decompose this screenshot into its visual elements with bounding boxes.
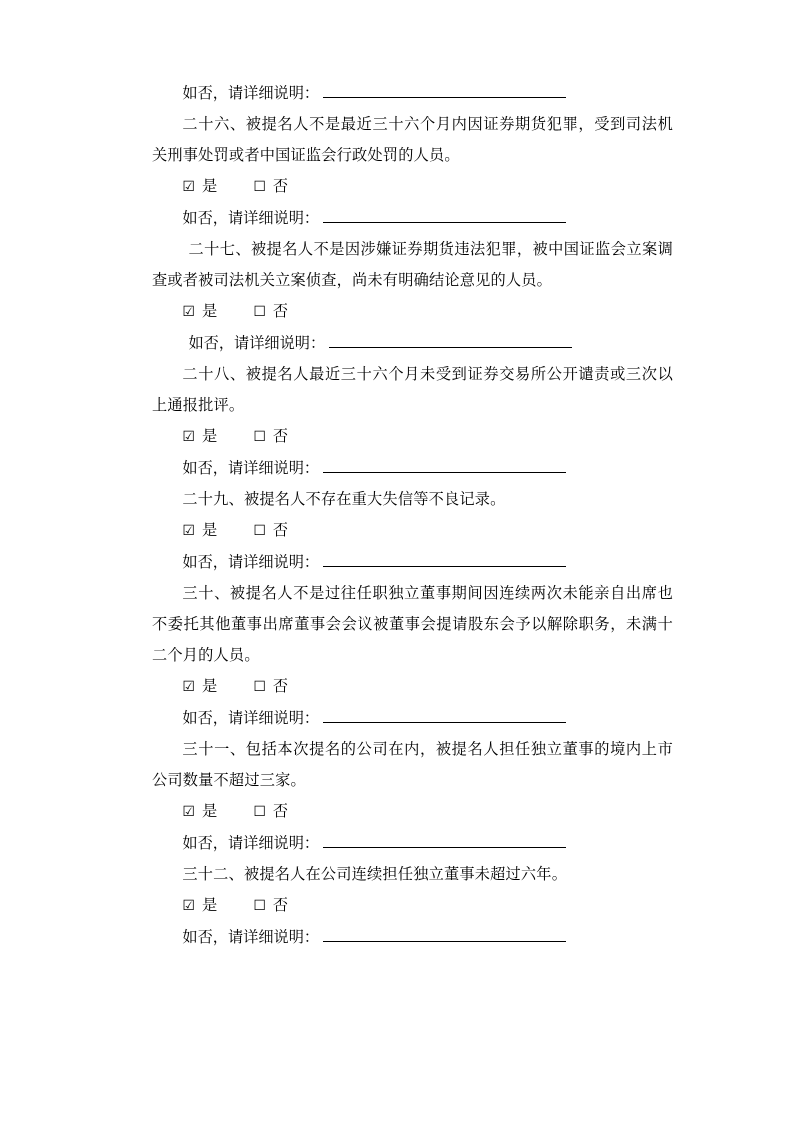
explanation-label: 如否，请详细说明： bbox=[182, 553, 320, 571]
explanation-fill-in-line[interactable] bbox=[323, 208, 566, 223]
explanation-row bbox=[152, 828, 673, 859]
explanation-label: 如否，请详细说明： bbox=[182, 84, 320, 102]
yes-no-choice-row bbox=[152, 296, 673, 328]
checkbox-no[interactable]: ☐ bbox=[253, 804, 266, 820]
explanation-fill-in-line[interactable] bbox=[323, 927, 566, 942]
yes-no-choice-row bbox=[152, 890, 673, 922]
yes-no-choice-row bbox=[152, 515, 673, 547]
explanation-label: 如否，请详细说明： bbox=[182, 709, 320, 727]
clause-paragraph: 三十、被提名人不是过往任职独立董事期间因连续两次未能亲自出席也不委托其他董事出席董事会会议被董事会提请股东会予以解除职务，未满十二个月的人员。 bbox=[152, 584, 673, 664]
explanation-label: 如否，请详细说明： bbox=[188, 334, 326, 352]
checkbox-no[interactable]: ☐ bbox=[253, 523, 266, 539]
checkbox-no-label: 否 bbox=[272, 802, 289, 820]
clause-paragraph: 二十九、被提名人不存在重大失信等不良记录。 bbox=[182, 490, 506, 508]
checkbox-yes-label: 是 bbox=[201, 427, 218, 445]
checkbox-yes[interactable]: ☑ bbox=[182, 804, 195, 820]
explanation-row bbox=[152, 703, 673, 734]
checkbox-no[interactable]: ☐ bbox=[253, 179, 266, 195]
checkbox-yes[interactable]: ☑ bbox=[182, 429, 195, 445]
checkbox-yes-label: 是 bbox=[201, 521, 218, 539]
yes-no-choice-row bbox=[152, 171, 673, 203]
checkbox-no[interactable]: ☐ bbox=[253, 304, 266, 320]
checkbox-no[interactable]: ☐ bbox=[253, 429, 266, 445]
checkbox-no-label: 否 bbox=[272, 521, 289, 539]
clause-paragraph: 二十六、被提名人不是最近三十六个月内因证券期货犯罪，受到司法机关刑事处罚或者中国证监会行政处罚的人员。 bbox=[152, 115, 673, 164]
checkbox-no-label: 否 bbox=[272, 302, 289, 320]
explanation-label: 如否，请详细说明： bbox=[182, 834, 320, 852]
explanation-row bbox=[152, 922, 673, 953]
explanation-label: 如否，请详细说明： bbox=[182, 928, 320, 946]
checkbox-no-label: 否 bbox=[272, 677, 289, 695]
checkbox-no-label: 否 bbox=[272, 427, 289, 445]
checkbox-yes[interactable]: ☑ bbox=[182, 523, 195, 539]
explanation-fill-in-line[interactable] bbox=[323, 458, 566, 473]
explanation-fill-in-line[interactable] bbox=[323, 833, 566, 848]
checkbox-no[interactable]: ☐ bbox=[253, 898, 266, 914]
explanation-row bbox=[152, 453, 673, 484]
checkbox-yes[interactable]: ☑ bbox=[182, 304, 195, 320]
checkbox-yes-label: 是 bbox=[201, 177, 218, 195]
explanation-fill-in-line[interactable] bbox=[323, 708, 566, 723]
checkbox-yes[interactable]: ☑ bbox=[182, 679, 195, 695]
clause-paragraph: 二十七、被提名人不是因涉嫌证券期货违法犯罪，被中国证监会立案调查或者被司法机关立案侦查，尚未有明确结论意见的人员。 bbox=[152, 240, 673, 289]
checkbox-no-label: 否 bbox=[272, 896, 289, 914]
checkbox-no[interactable]: ☐ bbox=[253, 679, 266, 695]
document-body bbox=[152, 78, 673, 953]
yes-no-choice-row bbox=[152, 671, 673, 703]
clause-paragraph: 三十二、被提名人在公司连续担任独立董事未超过六年。 bbox=[182, 865, 568, 883]
explanation-row bbox=[152, 328, 673, 359]
clause-paragraph: 二十八、被提名人最近三十六个月未受到证券交易所公开谴责或三次以上通报批评。 bbox=[152, 365, 673, 414]
checkbox-yes-label: 是 bbox=[201, 677, 218, 695]
explanation-fill-in-line[interactable] bbox=[329, 333, 572, 348]
explanation-label: 如否，请详细说明： bbox=[182, 209, 320, 227]
checkbox-yes-label: 是 bbox=[201, 896, 218, 914]
yes-no-choice-row bbox=[152, 796, 673, 828]
checkbox-yes-label: 是 bbox=[201, 802, 218, 820]
explanation-row bbox=[152, 203, 673, 234]
explanation-row bbox=[152, 547, 673, 578]
checkbox-yes[interactable]: ☑ bbox=[182, 179, 195, 195]
checkbox-no-label: 否 bbox=[272, 177, 289, 195]
explanation-fill-in-line[interactable] bbox=[323, 83, 566, 98]
checkbox-yes-label: 是 bbox=[201, 302, 218, 320]
explanation-row bbox=[152, 78, 673, 109]
checkbox-yes[interactable]: ☑ bbox=[182, 898, 195, 914]
explanation-label: 如否，请详细说明： bbox=[182, 459, 320, 477]
clause-paragraph: 三十一、包括本次提名的公司在内，被提名人担任独立董事的境内上市公司数量不超过三家。 bbox=[152, 740, 673, 789]
yes-no-choice-row bbox=[152, 421, 673, 453]
explanation-fill-in-line[interactable] bbox=[323, 552, 566, 567]
